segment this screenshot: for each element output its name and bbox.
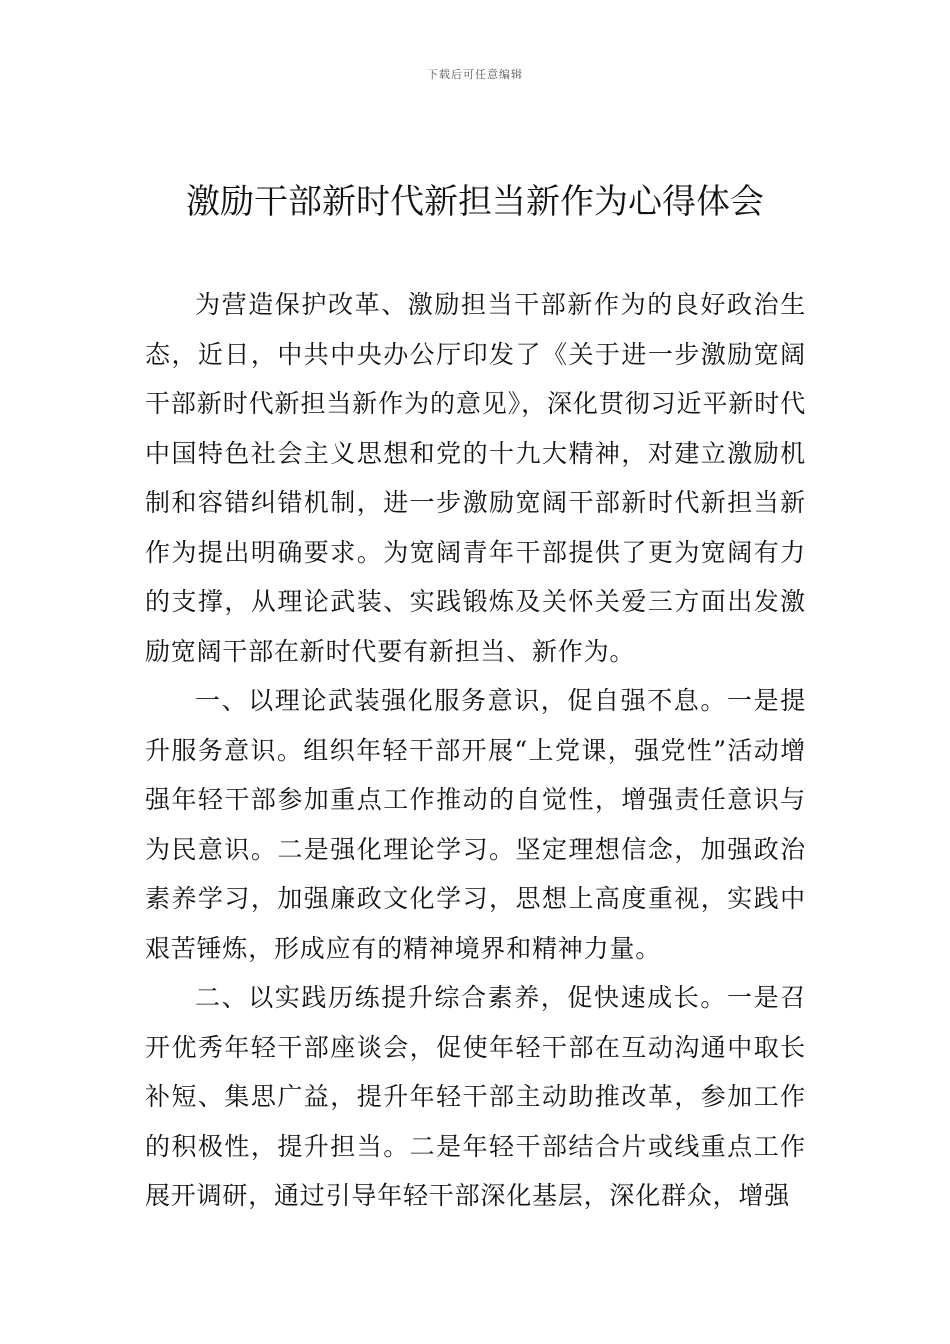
document-body: [145, 280, 806, 1221]
document-title: 激励干部新时代新担当新作为心得体会: [186, 182, 764, 222]
paragraph-section-1: 一、以理论武装强化服务意识，促自强不息。一是提升服务意识。组织年轻干部开展“上党课，强党性”活动增强年轻干部参加重点工作推动的自觉性，增强责任意识与为民意识。二是强化理论学习。坚定理想信念，加强政治素养学习，加强廉政文化学习，思想上高度重视，实践中艰苦锤炼，形成应有的精神境界和精神力量。: [145, 686, 806, 963]
paragraph-intro: 为营造保护改革、激励担当干部新作为的良好政治生态，近日，中共中央办公厅印发了《关于进一步激励宽阔干部新时代新担当新作为的意见》，深化贯彻习近平新时代中国特色社会主义思想和党的十九大精神，对建立激励机制和容错纠错机制，进一步激励宽阔干部新时代新担当新作为提出明确要求。为宽阔青年干部提供了更为宽阔有力的支撑，从理论武装、实践锻炼及关怀关爱三方面出发激励宽阔干部在新时代要有新担当、新作为。: [145, 290, 806, 666]
paragraph-section-2: 二、以实践历练提升综合素养，促快速成长。一是召开优秀年轻干部座谈会，促使年轻干部在互动沟通中取长补短、集思广益，提升年轻干部主动助推改革，参加工作的积极性，提升担当。二是年轻干部结合片或线重点工作展开调研，通过引导年轻干部深化基层，深化群众，增强: [145, 983, 806, 1210]
header-watermark: 下载后可任意编辑: [427, 68, 523, 81]
